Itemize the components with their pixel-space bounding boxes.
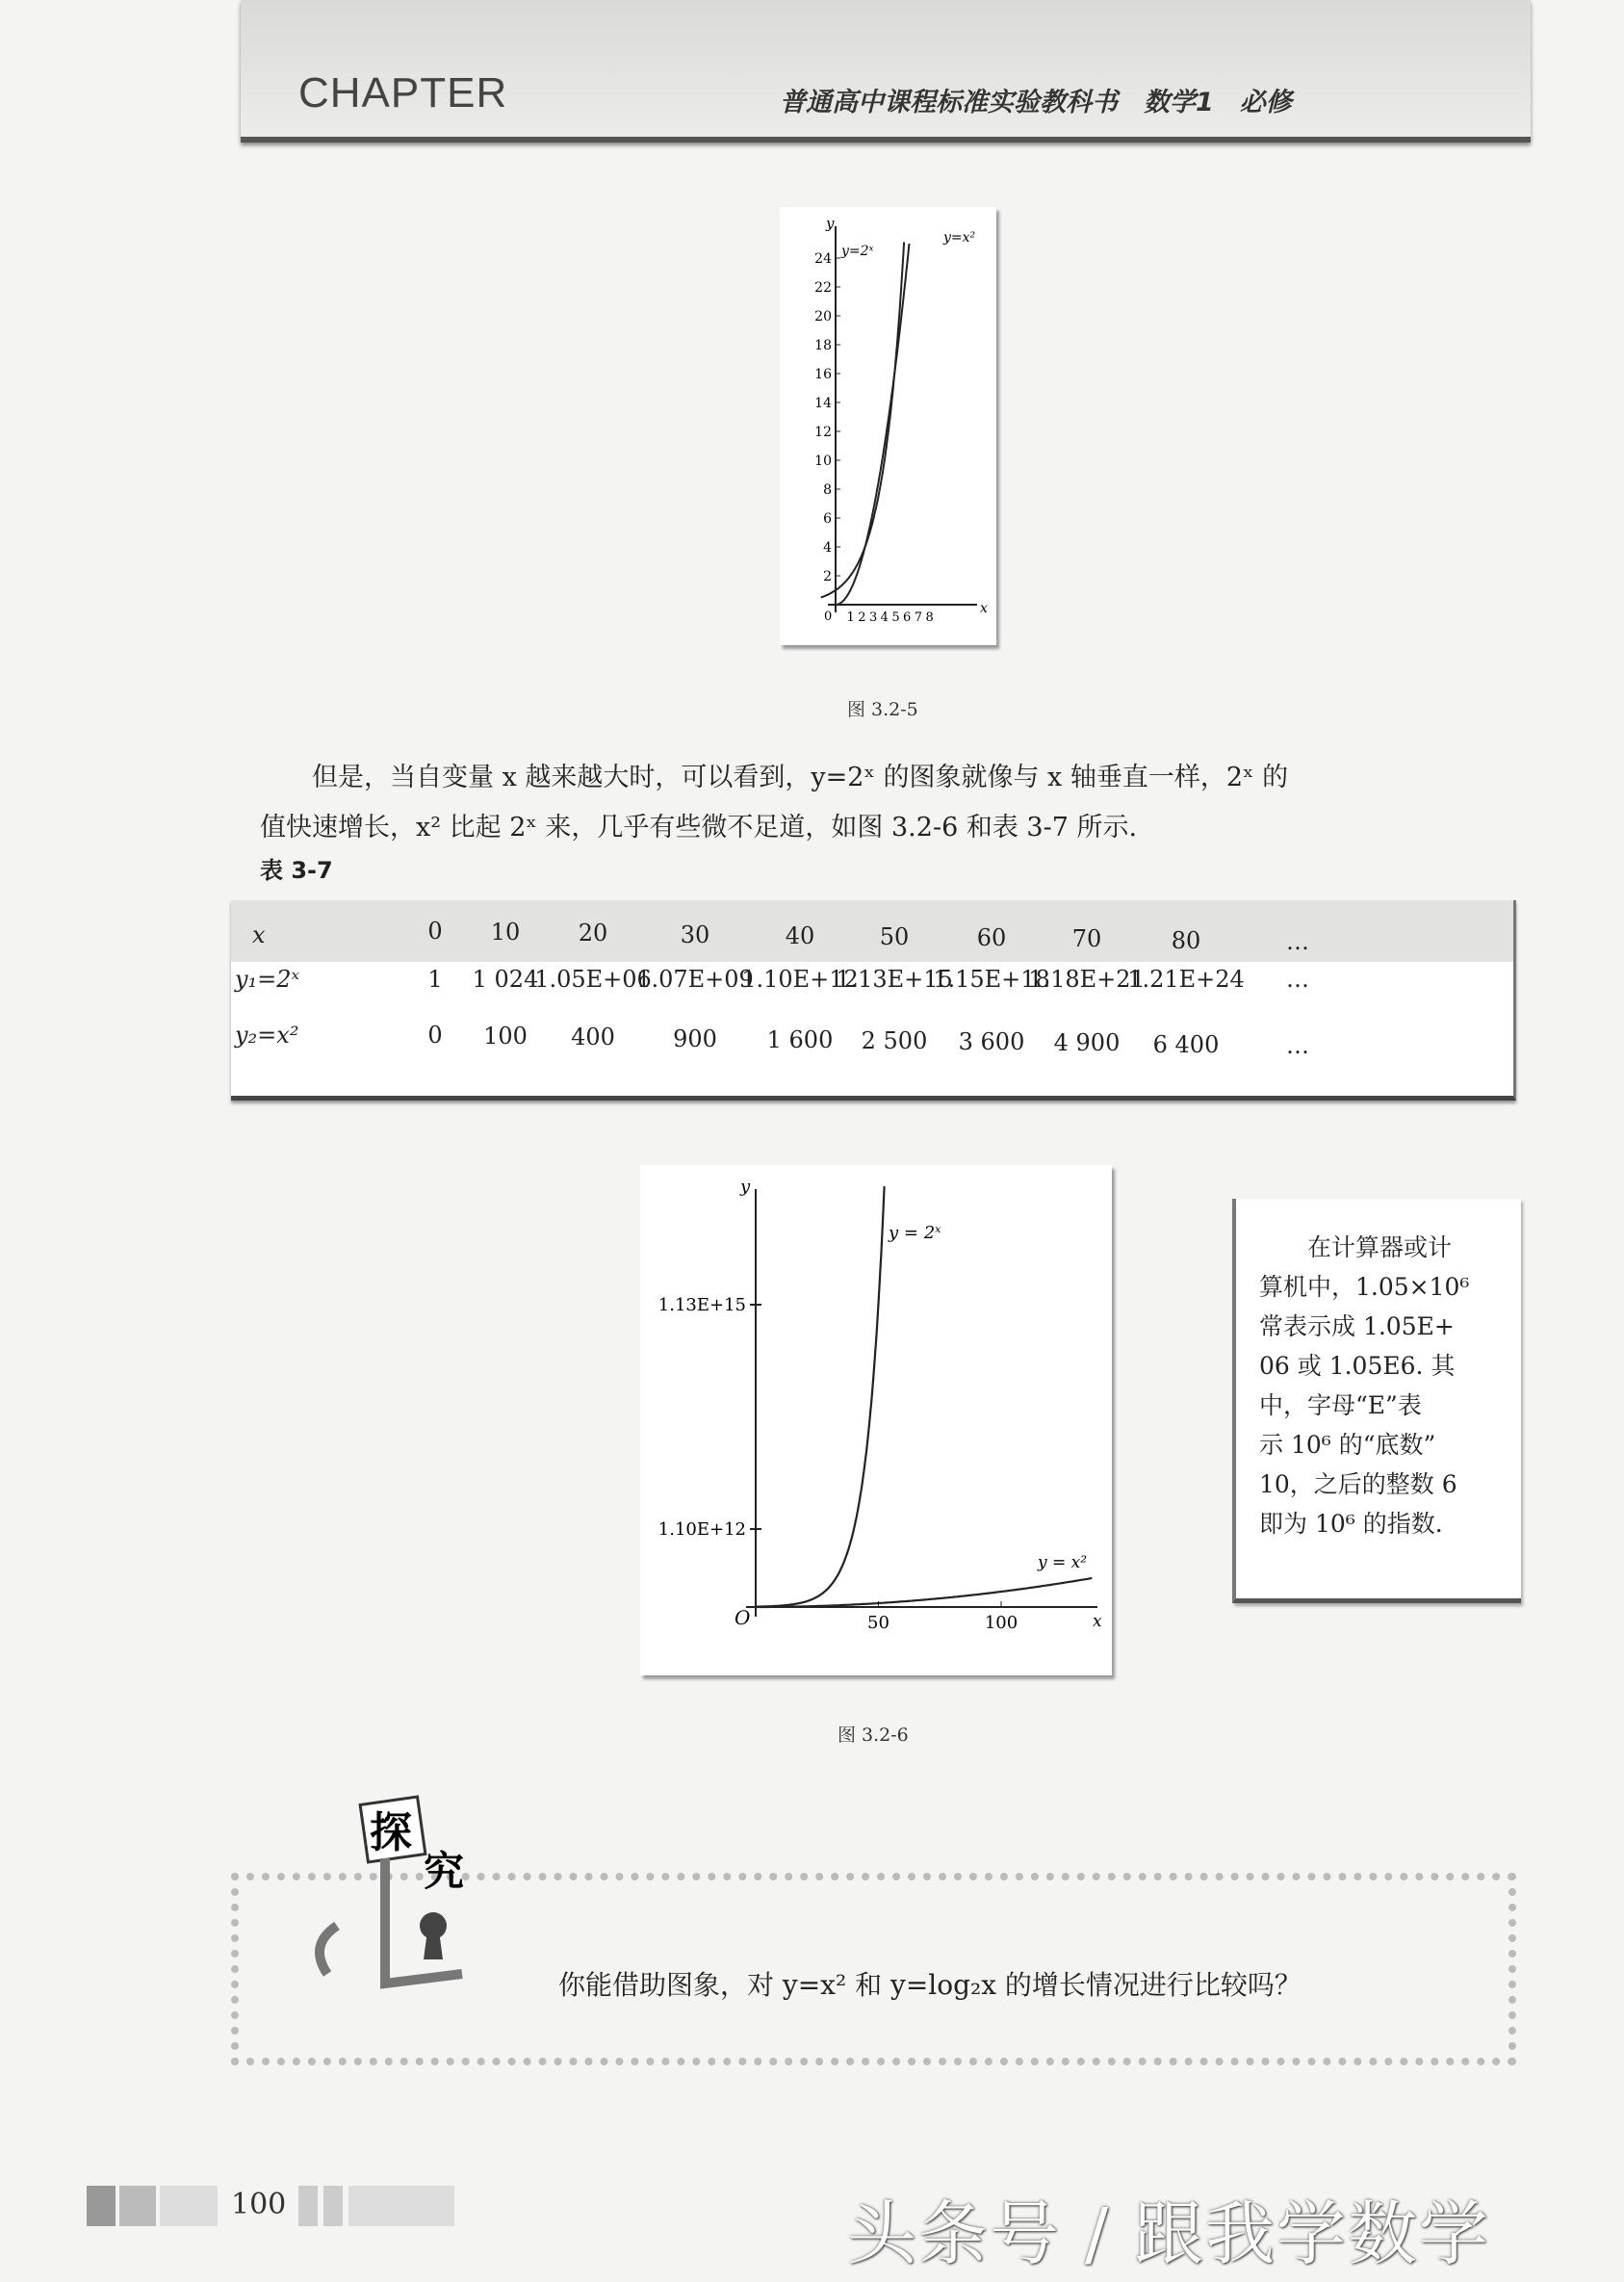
- table-cell: 50: [879, 923, 910, 950]
- table-cell: 100: [483, 1023, 528, 1050]
- y-tick-label: 8: [823, 482, 832, 498]
- table-title: 表 3-7: [260, 857, 333, 884]
- note-line: 06 或 1.05E6. 其: [1259, 1352, 1456, 1380]
- y-tick-label: 12: [814, 425, 832, 440]
- book-title: 普通高中课程标准实验教科书 数学1 必修: [780, 88, 1292, 117]
- x-tick-label: 8: [925, 610, 934, 625]
- figure-caption: 图 3.2-5: [847, 699, 918, 720]
- table-cell: 60: [976, 924, 1007, 952]
- note-line: 算机中，1.05×10⁶: [1259, 1273, 1470, 1301]
- row-label: y₂=x²: [235, 1022, 299, 1049]
- table-cell: 30: [680, 921, 710, 948]
- table-cell: 1.05E+06: [534, 966, 652, 993]
- table-cell: 1: [427, 966, 443, 993]
- table-cell: 1.13E+15: [836, 966, 953, 993]
- chapter-label: CHAPTER: [298, 69, 508, 117]
- curve-x-squared: [756, 1578, 1092, 1607]
- table-cell: 1.18E+21: [1028, 966, 1146, 993]
- paragraph-line: 但是，当自变量 x 越来越大时，可以看到，y=2ˣ 的图象就像与 x 轴垂直一样，2ˣ 的: [312, 763, 1289, 792]
- table-cell: 1.07E+09: [636, 966, 754, 993]
- table-cell: 1.15E+18: [933, 966, 1050, 993]
- y-tick-label: 1.13E+15: [657, 1295, 746, 1315]
- table-cell: 10: [490, 919, 521, 947]
- note-line: 中，字母“E”表: [1259, 1391, 1422, 1419]
- curve-label: y = x²: [1038, 1553, 1088, 1572]
- watermark: 头条号 / 跟我学数学: [847, 2193, 1491, 2274]
- note-line: 常表示成 1.05E+: [1259, 1312, 1455, 1340]
- x-tick-label: 7: [914, 610, 923, 625]
- note-line: 示 10⁶ 的“底数”: [1259, 1431, 1436, 1459]
- y-axis-label: y: [740, 1177, 751, 1197]
- table-cell: 80: [1171, 926, 1201, 954]
- note-line: 在计算器或计: [1259, 1233, 1453, 1261]
- table-cell: 4 900: [1053, 1029, 1121, 1057]
- y-tick-label: 22: [814, 280, 832, 296]
- table-cell: 0: [427, 1022, 443, 1049]
- curve-label: y = 2ˣ: [889, 1223, 941, 1243]
- chart-3-2-5: [780, 207, 996, 645]
- x-axis-label: x: [980, 601, 988, 616]
- curve-label: y=x²: [943, 230, 976, 246]
- chart-3-2-6: [640, 1165, 1112, 1675]
- x-axis-label: x: [1093, 1612, 1102, 1631]
- page-number: 100: [231, 2188, 287, 2221]
- x-tick-label: 4: [880, 610, 889, 625]
- table-cell: 40: [785, 921, 815, 949]
- note-line: 10，之后的整数 6: [1259, 1470, 1457, 1498]
- x-tick-label: 1: [846, 610, 855, 625]
- table-cell: 1 600: [766, 1025, 834, 1053]
- table-cell: 1 024: [472, 966, 539, 993]
- table-cell: 20: [578, 920, 608, 947]
- y-tick-label: 10: [814, 454, 832, 469]
- y-axis-label: y: [826, 215, 835, 232]
- y-tick-label: 20: [814, 309, 832, 324]
- table-cell: 1.21E+24: [1127, 966, 1245, 993]
- table-cell: 0: [427, 918, 443, 945]
- table-cell: 70: [1071, 925, 1102, 953]
- side-note: [1232, 1199, 1521, 1603]
- table-cell: 2 500: [861, 1027, 928, 1054]
- table-cell: 3 600: [958, 1028, 1025, 1056]
- y-tick-label: 18: [814, 338, 832, 353]
- figure-caption: 图 3.2-6: [838, 1724, 909, 1746]
- x-tick-label: 50: [867, 1613, 889, 1633]
- origin-label: 0: [824, 609, 833, 624]
- curve-label: y=2ˣ: [841, 244, 874, 259]
- y-tick-label: 2: [823, 569, 832, 584]
- y-tick-label: 6: [823, 511, 832, 527]
- table-cell: 400: [571, 1024, 615, 1051]
- page-header: [241, 0, 1531, 143]
- data-table: [231, 900, 1516, 1101]
- explore-keyhole-icon: [289, 1781, 510, 1993]
- table-cell: 900: [673, 1024, 717, 1052]
- figure-3-2-6: [640, 1165, 1112, 1675]
- x-tick-label: 2: [858, 610, 866, 625]
- table-cell: 1.10E+12: [741, 966, 859, 993]
- y-tick-label: 14: [814, 396, 832, 411]
- x-tick-label: 6: [903, 610, 912, 625]
- explore-question: 你能借助图象，对 y=x² 和 y=log₂x 的增长情况进行比较吗？: [558, 1969, 1302, 2001]
- y-tick-label: 4: [823, 540, 832, 556]
- figure-3-2-5: [780, 207, 996, 645]
- explore-badge-char: 探: [370, 1808, 412, 1857]
- y-tick-label: 24: [814, 251, 832, 267]
- curve-x-squared: [836, 244, 910, 605]
- table-cell: …: [1286, 1031, 1309, 1059]
- x-tick-label: 5: [891, 610, 900, 625]
- table-cell: …: [1286, 966, 1309, 993]
- row-label: x: [252, 921, 266, 948]
- origin-label: O: [735, 1606, 751, 1629]
- curve-2-pow-x: [821, 242, 904, 597]
- paragraph-line: 值快速增长，x² 比起 2ˣ 来，几乎有些微不足道，如图 3.2-6 和表 3-7 所示.: [260, 813, 1138, 843]
- note-line: 即为 10⁶ 的指数.: [1259, 1510, 1443, 1538]
- y-tick-label: 16: [814, 367, 832, 382]
- explore-badge-char: 究: [424, 1848, 465, 1895]
- table-cell: 6 400: [1152, 1030, 1220, 1058]
- curve-2-pow-x: [756, 1186, 885, 1607]
- table-cell: …: [1286, 927, 1309, 955]
- x-tick-label: 100: [984, 1613, 1018, 1633]
- row-label: y₁=2ˣ: [235, 966, 300, 993]
- x-tick-label: 3: [868, 610, 878, 625]
- y-tick-label: 1.10E+12: [657, 1519, 746, 1540]
